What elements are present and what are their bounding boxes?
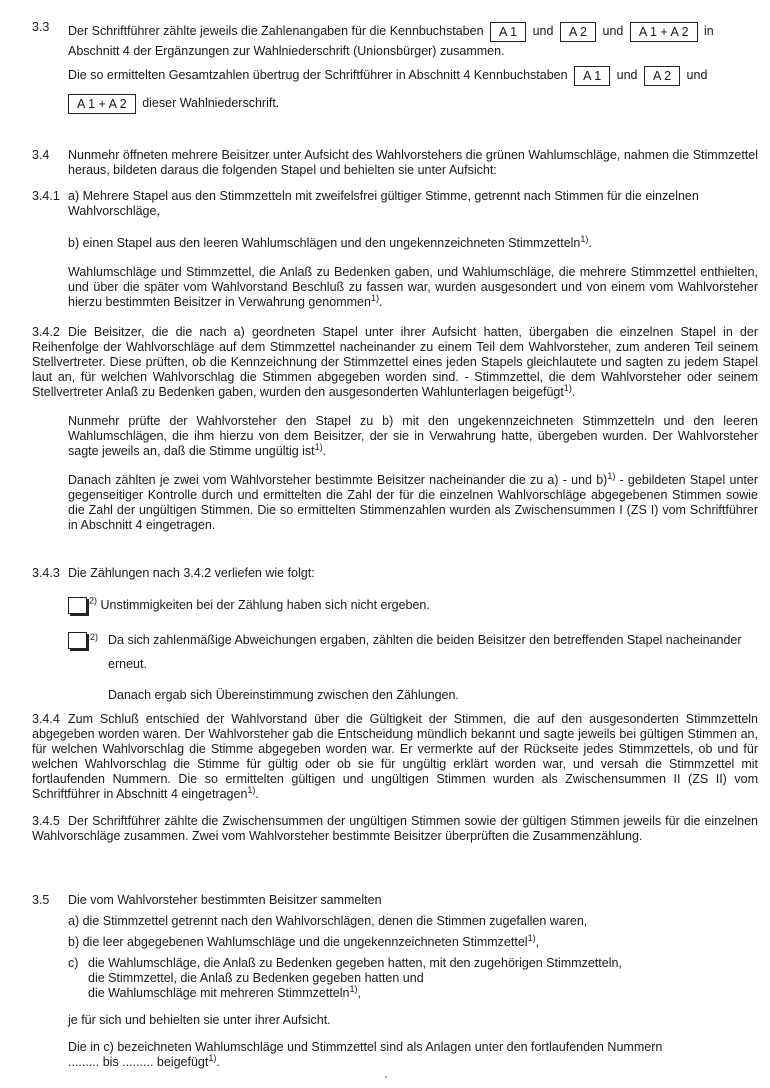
checkbox[interactable] [68, 632, 87, 649]
list-item-b: b) die leer abgegebenen Wahlumschläge und die ungekennzeichneten Stimmzettel$^{1)}$, [68, 932, 540, 949]
section-3-4-2 [32, 325, 758, 533]
section-number: 3.5 [32, 893, 50, 907]
paragraph: Die Beisitzer, die die nach a) geordneten Stapel unter ihrer Aufsicht hatten, übergaben die einzelnen Stapel in der Reihenfolge der Wahlvorschläge auf dem Stimmzettel nacheinander zu einem Teil dem Wahlvorsteher, zum anderen Teil seinem Stellvertreter. Diese prüften, ob die Kennzeichnung der Stimmzettel eines jeden Stapels gleichlautete und sagten zu jedem Stapel laut an, für welchen Wahlvorschlag die Stimmen abgegeben worden sind. - Stimmzettel, die dem Wahlvorsteher oder seinem Stellvertreter Anlaß zu Bedenken gaben, wurden den ausgesonderten Wahlunterlagen beigefügt$^{1)}$. [32, 325, 758, 399]
section-3-4-1 [32, 189, 758, 310]
code-box-a2: A 2 [644, 66, 680, 86]
paragraph: Danach ergab sich Übereinstimmung zwischen den Zählungen. [108, 688, 459, 702]
paragraph: Die vom Wahlvorsteher bestimmten Beisitzer sammelten [68, 893, 382, 907]
list-item-b: b) einen Stapel aus den leeren Wahlumschlägen und den ungekennzeichneten Stimmzetteln$^{1)}$. [68, 233, 592, 250]
section-3-4-3 [32, 566, 758, 703]
checkbox[interactable] [68, 597, 87, 614]
paragraph: Danach zählten je zwei vom Wahlvorsteher bestimmte Beisitzer nacheinander die zu a) - und b)$^{1)}$ - gebildeten Stapel unter gegenseitiger Kontrolle durch und ermittelten die Zahl der für die einzelnen Wahlvorschläge abgegebenen Stimmen sowie die Zahl der ungültigen Stimmen. Die so ermittelten Stimmenzahlen wurden als Zwischensummen I (ZS I) vom Schriftführer in Abschnitt 4 eingetragen. [68, 470, 758, 532]
paragraph: je für sich und behielten sie unter ihrer Aufsicht. [68, 1013, 331, 1027]
section-number: 3.4.5 [32, 814, 60, 828]
text-line: dieser Wahlniederschrift. [142, 96, 280, 110]
section-3-4-5 [32, 814, 758, 844]
code-box-a2: A 2 [560, 22, 596, 42]
section-3-4 [32, 148, 758, 178]
section-number: 3.4.1 [32, 189, 60, 203]
section-3-4-4 [32, 712, 758, 802]
code-box-a1: A 1 [490, 22, 526, 42]
paragraph: Der Schriftführer zählte die Zwischensummen der ungültigen Stimmen sowie der gültigen Stimmen jeweils für die einzelnen Wahlvorschläge zusammen. Zwei vom Wahlvorsteher bestimmte Beisitzer überprüften die Zusammenzählung. [32, 814, 758, 843]
list-item-a: a) die Stimmzettel getrennt nach den Wahlvorschlägen, denen die Stimmen zugefallen waren, [68, 914, 588, 928]
paragraph: Nunmehr prüfte der Wahlvorsteher den Stapel zu b) mit den ungekennzeichneten Stimmzetteln und den leeren Wahlumschlägen, die ihm hierzu von dem Beisitzer, der sie in Verwahrung hatte, übergeben wurden. Der Wahlvorsteher sagte jeweils an, daß die Stimme ungültig ist$^{1)}$. [68, 414, 758, 458]
list-item-a: a) Mehrere Stapel aus den Stimmzetteln mit zweifelsfrei gültiger Stimme, getrennt nach Stimmen für die einzelnen Wahlvorschläge, [68, 189, 699, 218]
paragraph: Die in c) bezeichneten Wahlumschläge und Stimmzettel sind als Anlagen unter den fortlaufenden Nummern ......... bis ......... beigefügt$^{1)}$. [68, 1040, 663, 1069]
section-3-5 [32, 893, 758, 1070]
section-number: 3.4.4 [32, 712, 60, 726]
scan-speck [385, 1076, 387, 1078]
section-3-3: 3.3 Der Schriftführer zählte jeweils die Zahlenangaben für die Kennbuchstaben A 1 und A 2 und A 1 + A 2 in Abschnitt 4 der Ergänzungen zur Wahlniederschrift (Unionsbürger) zusammen. Die so ermittelten Gesamtzahlen übertrug der Schriftführer in Abschnitt 4 Kennbuchstaben A 1 und A 2 und A 1 + A 2 dieser Wahlniederschrift. [32, 20, 758, 114]
code-box-a1-a2: A 1 + A 2 [630, 22, 698, 42]
paragraph: Wahlumschläge und Stimmzettel, die Anlaß zu Bedenken gaben, und Wahlumschläge, die mehrere Stimmzettel enthielten, und über die später vom Wahlvorstand Beschluß zu fassen war, wurden ausgesondert und von einem vom Wahlvorsteher hierzu bestimmten Beisitzer in Verwahrung genommen$^{1)}$. [68, 265, 758, 309]
section-number: 3.3 [32, 20, 50, 34]
paragraph: Nunmehr öffneten mehrere Beisitzer unter Aufsicht des Wahlvorstehers die grünen Wahlumschläge, nahmen die Stimmzettel heraus, bildeten daraus die folgenden Stapel und behielten sie unter Aufsicht: [68, 148, 758, 177]
section-number: 3.4.2 [32, 325, 60, 339]
option-1: $^{2)}$ Unstimmigkeiten bei der Zählung haben sich nicht ergeben. [68, 597, 758, 614]
text-line: Der Schriftführer zählte jeweils die Zahlenangaben für die Kennbuchstaben [68, 24, 484, 38]
text-line: Abschnitt 4 der Ergänzungen zur Wahlniederschrift (Unionsbürger) zusammen. [68, 44, 505, 58]
paragraph: Die Zählungen nach 3.4.2 verliefen wie folgt: [68, 566, 315, 580]
paragraph: Zum Schluß entschied der Wahlvorstand über die Gültigkeit der Stimmen, die auf den ausgesonderten Stimmzetteln abgegeben worden waren. Der Wahlvorsteher gab die Entscheidung mündlich bekannt und sagte jeweils bei gültigen Stimmen an, für welchen Wahlvorschlag die Stimme abgegeben worden war. Er vermerkte auf der Rückseite jedes Stimmzettels, ob und für welchen Wahlvorschlag die Stimme für gültig oder ob sie für ungültig erklärt worden war, und versah die Stimmzettel mit fortlaufenden Nummern. Die so ermittelten gültigen und ungültigen Stimmen wurden als Zwischensummen II (ZS II) vom Schriftführer in Abschnitt 4 eingetragen$^{1)}$. [32, 712, 758, 801]
code-box-a1: A 1 [574, 66, 610, 86]
section-number: 3.4 [32, 148, 50, 162]
text-line: Die so ermittelten Gesamtzahlen übertrug der Schriftführer in Abschnitt 4 Kennbuchstaben [68, 68, 568, 82]
list-item-c: c) die Wahlumschläge, die Anlaß zu Bedenken gegeben hatten, mit den zugehörigen Stimmzetteln, die Stimmzettel, die Anlaß zu Bedenken gegeben hatten und die Wahlumschläge mit mehreren Stimmzetteln$^{1)}$, [68, 956, 622, 1000]
section-number: 3.4.3 [32, 566, 60, 580]
code-box-a1-a2: A 1 + A 2 [68, 94, 136, 114]
option-2: 2) Da sich zahlenmäßige Abweichungen ergaben, zählten die beiden Beisitzer den betreffenden Stapel nacheinander erneut. [68, 628, 758, 676]
